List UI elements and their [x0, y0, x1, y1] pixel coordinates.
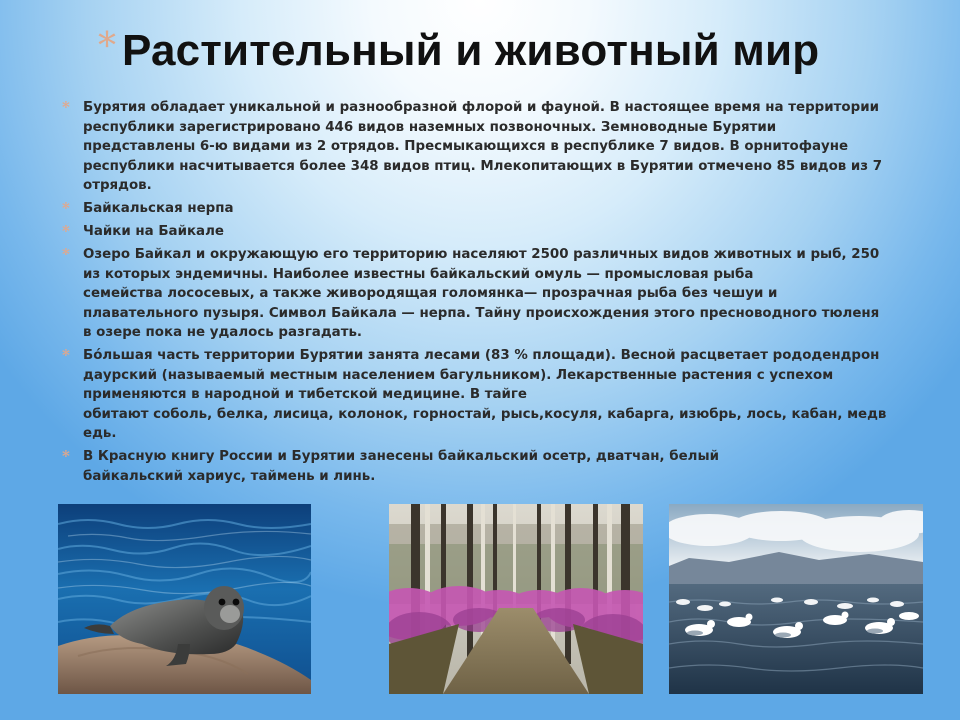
title-text: Растительный и животный мир [122, 26, 820, 75]
paragraph-text: Байкальская нерпа [83, 201, 234, 216]
photo-baikal-gulls [669, 504, 923, 694]
bullet-forests [62, 346, 912, 444]
bullet-red-book [62, 447, 912, 486]
bullet-asterisk-icon: * [62, 346, 70, 364]
seal-image [58, 504, 311, 694]
bullet-asterisk-icon: * [62, 98, 70, 116]
photo-rhododendron-forest [389, 504, 643, 694]
paragraph-text: Озеро Байкал и окружающую его территорию населяют 2500 различных видов животных и рыб, 250 из которых эндемичны. Наиболее известны байкальский омуль — промысловая рыба семейства лососевых, а также живородящая голомянка— прозрачная рыба без чешуи и плавательного пузыря. Символ Байкала — нерпа. Тайну происхождения этого пресноводного тюленя в озере пока не удалось разгадать. [83, 247, 880, 340]
paragraph-text: Бурятия обладает уникальной и разнообразной флорой и фауной. В настоящее время на территории республики зарегистрировано 446 видов наземных позвоночных. Земноводные Бурятии представлены 6-ю видами из 2 отрядов. Пресмыкающихся в республике 7 видов. В орнитофауне республики насчитывается более 348 видов птиц. Млекопитающих в Бурятии отмечено 85 видов из 7 отрядов. [83, 100, 883, 193]
forest-image [389, 504, 643, 694]
paragraph-text: Чайки на Байкале [83, 224, 224, 239]
gulls-image [669, 504, 923, 694]
bullet-asterisk-icon: * [62, 199, 70, 217]
bullet-baikal-seal [62, 199, 912, 219]
bullet-asterisk-icon: * [62, 245, 70, 263]
bullet-fauna-overview [62, 98, 912, 196]
bullet-asterisk-icon: * [62, 222, 70, 240]
photo-baikal-seal [58, 504, 311, 694]
paragraph-text: В Красную книгу России и Бурятии занесены байкальский осетр, дватчан, белый байкальский хариус, таймень и линь. [83, 449, 719, 484]
title-asterisk-icon: * [98, 26, 116, 67]
bullet-baikal-gulls [62, 222, 912, 242]
slide-body [62, 98, 912, 490]
bullet-asterisk-icon: * [62, 447, 70, 465]
bullet-baikal-species [62, 245, 912, 343]
paragraph-text: Бо́льшая часть территории Бурятии занята лесами (83 % площади). Весной расцветает рододендрон даурский (называемый местным населением багульником). Лекарственные растения с успехом применяются в народной и тибетской медицине. В тайге обитают соболь, белка, лисица, колонок, горностай, рысь,косуля, кабарга, изюбрь, лось, кабан, медв едь. [83, 348, 887, 441]
slide-title [98, 26, 819, 76]
